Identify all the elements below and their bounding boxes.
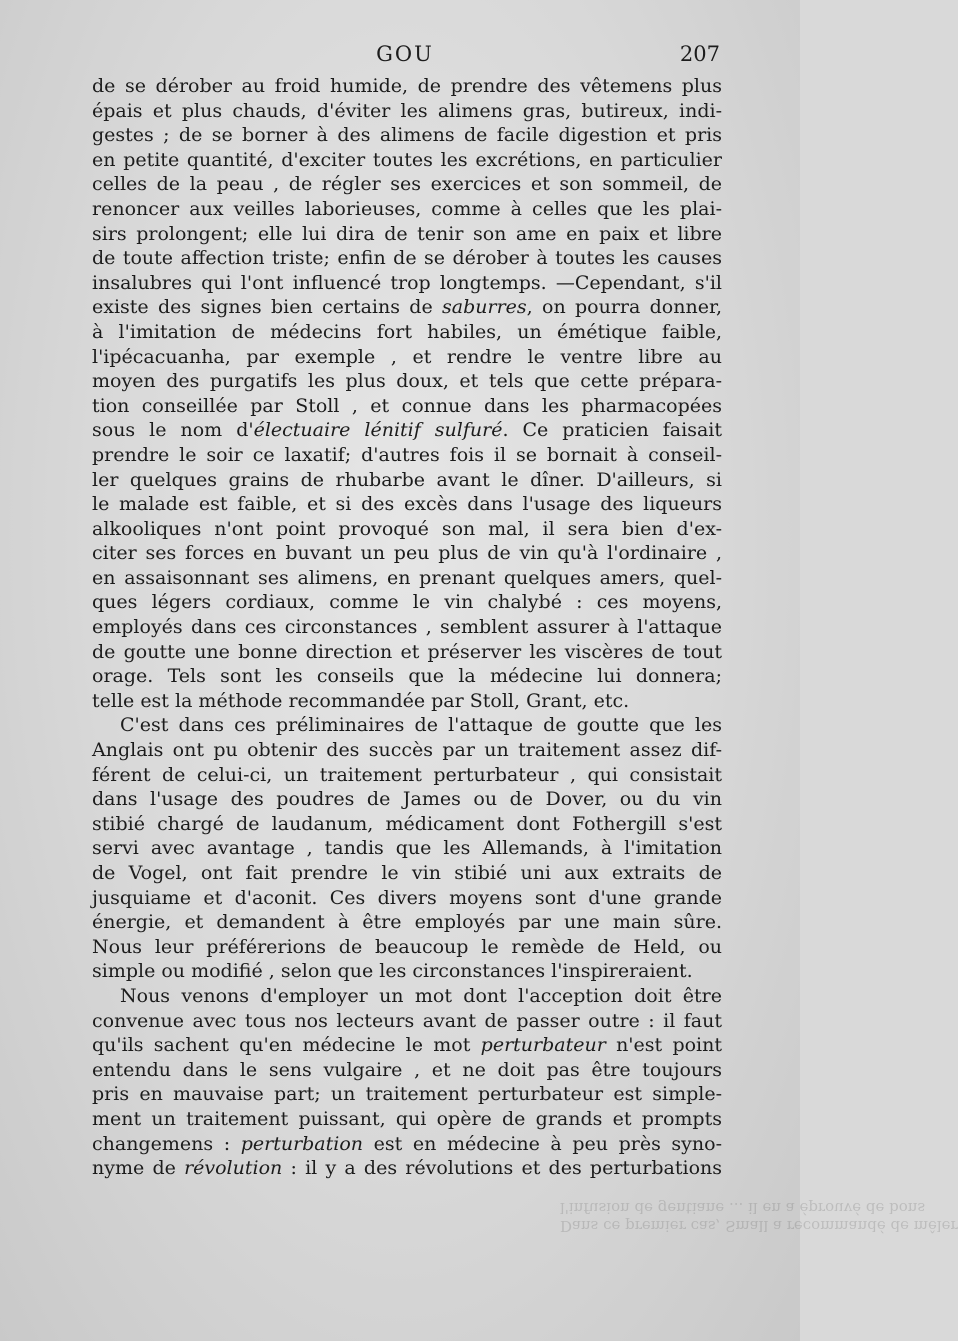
text-run: qu'ils sachent qu'en médecine le mot xyxy=(92,1034,481,1057)
text-line: épais et plus chauds, d'éviter les alimens gras, butireux, indi- xyxy=(92,99,722,122)
text-line: de se dérober au froid humide, de prendre des vêtemens plus xyxy=(92,75,722,97)
text-line: ques légers cordiaux, comme le vin chalybé : ces moyens, xyxy=(92,591,722,614)
text-line: servi avec avantage , tandis que les Allemands, à l'imitation xyxy=(92,837,722,860)
text-line: celles de la peau , de régler ses exercices et son sommeil, de xyxy=(92,173,722,196)
text-line: férent de celui-ci, un traitement perturbateur , qui consistait xyxy=(92,763,722,786)
italic-term: saburres xyxy=(442,296,527,319)
text-line xyxy=(92,1033,722,1058)
text-run: . Ce praticien faisait xyxy=(502,419,722,442)
text-line: C'est dans ces préliminaires de l'attaque de goutte que les xyxy=(120,714,722,737)
text-line: à l'imitation de médecins fort habiles, un émétique faible, xyxy=(92,320,722,343)
text-run: nyme de xyxy=(92,1157,185,1180)
text-line: tion conseillée par Stoll , et connue dans les pharmacopées xyxy=(92,394,722,417)
text-line: insalubres qui l'ont influencé trop longtemps. —Cependant, s'il xyxy=(92,271,722,294)
bleed-line-1: Dans ce premier cas, Small a recommandé de mêler xyxy=(560,1217,958,1235)
text-line: prendre le soir ce laxatif; d'autres fois il se bornait à conseil- xyxy=(92,443,722,466)
text-run: : il y a des révolutions et des perturbations xyxy=(282,1157,722,1180)
italic-term: révolution xyxy=(184,1157,283,1180)
text-line xyxy=(92,1156,722,1181)
text-line: telle est la méthode recommandée par Stoll, Grant, etc. xyxy=(92,689,630,712)
text-line: gestes ; de se borner à des alimens de facile digestion et pris xyxy=(92,124,722,147)
italic-term: perturbation xyxy=(240,1132,364,1155)
text-line xyxy=(92,1132,722,1157)
page-header xyxy=(90,42,720,72)
text-run: existe des signes bien certains de xyxy=(92,296,443,319)
text-line: jusquiame et d'aconit. Ces divers moyens sont d'une grande xyxy=(92,886,722,909)
body-text xyxy=(92,74,722,1181)
text-line: en assaisonnant ses alimens, en prenant quelques amers, quel- xyxy=(92,566,722,589)
text-line: de goutte une bonne direction et préserver les viscères de tout xyxy=(92,640,722,663)
text-line: de toute affection triste; enfin de se dérober à toutes les causes xyxy=(92,247,722,270)
text-line: Nous leur préférerions de beaucoup le remède de Held, ou xyxy=(92,935,722,958)
text-line: convenue avec tous nos lecteurs avant de passer outre : il faut xyxy=(92,1009,722,1032)
running-head: GOU xyxy=(376,42,434,66)
text-line: l'ipécacuanha, par exemple , et rendre le ventre libre au xyxy=(92,345,722,368)
text-line xyxy=(92,295,722,320)
text-line: orage. Tels sont les conseils que la médecine lui donnera; xyxy=(92,665,722,688)
text-line: employés dans ces circonstances , semblent assurer à l'attaque xyxy=(92,616,722,639)
text-line: renoncer aux veilles laborieuses, comme à celles que les plai- xyxy=(92,197,722,220)
text-line: simple ou modifié , selon que les circonstances l'inspireraient. xyxy=(92,960,693,983)
text-run: n'est point xyxy=(605,1034,722,1057)
text-line: Anglais ont pu obtenir des succès par un traitement assez dif- xyxy=(92,739,722,762)
text-run: changemens : xyxy=(92,1132,241,1155)
text-run: sous le nom d' xyxy=(92,419,254,442)
text-line: citer ses forces en buvant un peu plus de vin qu'à l'ordinaire , xyxy=(92,542,722,565)
text-line: énergie, et demandent à être employés par une main sûre. xyxy=(92,911,722,934)
text-line: Nous venons d'employer un mot dont l'acception doit être xyxy=(120,984,722,1007)
text-run: , on pourra donner, xyxy=(526,296,722,319)
italic-term: perturbateur xyxy=(480,1034,606,1057)
text-line: de Vogel, ont fait prendre le vin stibié uni aux extraits de xyxy=(92,862,722,884)
text-line: moyen des purgatifs les plus doux, et tels que cette prépara- xyxy=(92,370,722,393)
text-line: alkooliques n'ont point provoqué son mal, il sera bien d'ex- xyxy=(92,517,722,540)
text-line: sirs prolongent; elle lui dira de tenir son ame en paix et libre xyxy=(92,222,722,245)
text-line: dans l'usage des poudres de James ou de Dover, ou du vin xyxy=(92,788,722,811)
page-number: 207 xyxy=(679,42,720,66)
text-line: ler quelques grains de rhubarbe avant le dîner. D'ailleurs, si xyxy=(92,468,722,491)
italic-term: électuaire lénitif sulfuré xyxy=(253,419,503,442)
text-line xyxy=(92,418,722,443)
bleed-line-2: l'infusion de gentiane ... il en a éprouvé de bons xyxy=(560,1199,926,1217)
bleed-through-text xyxy=(560,1195,958,1235)
text-line: pris en mauvaise part; un traitement perturbateur est simple- xyxy=(92,1083,722,1106)
text-run: est en médecine à peu près syno- xyxy=(363,1132,723,1155)
text-line: le malade est faible, et si des excès dans l'usage des liqueurs xyxy=(92,493,722,516)
text-line: entendu dans le sens vulgaire , et ne doit pas être toujours xyxy=(92,1058,722,1081)
text-line: stibié chargé de laudanum, médicament dont Fothergill s'est xyxy=(92,812,722,835)
text-line: ment un traitement puissant, qui opère de grands et prompts xyxy=(92,1107,722,1130)
text-line: en petite quantité, d'exciter toutes les excrétions, en particulier xyxy=(92,148,722,171)
